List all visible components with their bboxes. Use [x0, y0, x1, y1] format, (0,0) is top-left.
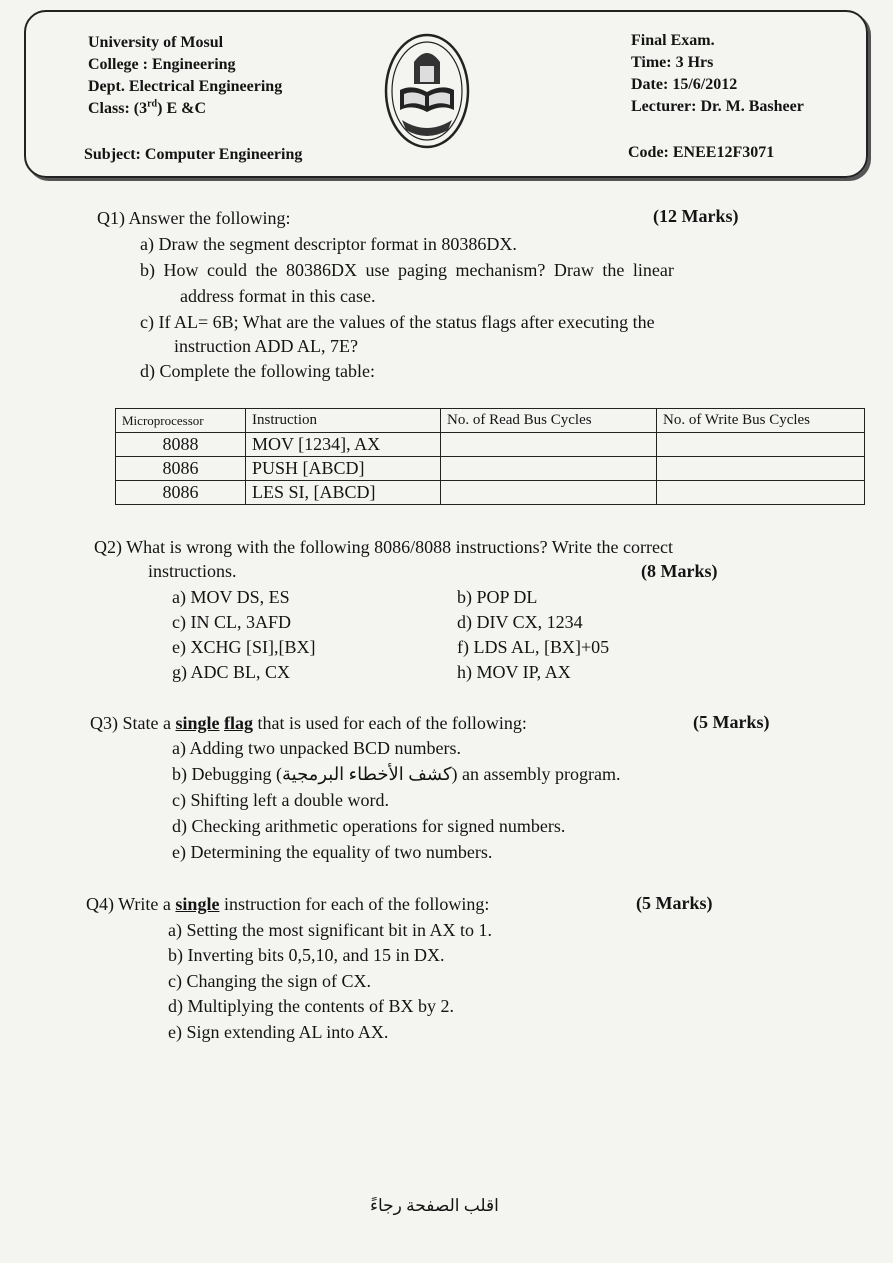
cell-cpu: 8086 — [116, 481, 246, 505]
exam-type: Final Exam. — [631, 32, 715, 49]
lecturer-name: Lecturer: Dr. M. Basheer — [631, 98, 804, 115]
q1-item-b: b) How could the 80386DX use paging mechanism? Draw the linear — [140, 260, 674, 280]
cell-read-cycles — [441, 457, 657, 481]
q4-item-a: a) Setting the most significant bit in AX to 1. — [168, 920, 492, 940]
cell-write-cycles — [657, 433, 865, 457]
department-name: Dept. Electrical Engineering — [88, 78, 283, 95]
q2-title-cont: instructions. — [148, 561, 237, 581]
subject-label: Subject: Computer Engineering — [84, 146, 303, 163]
q3-item-b: b) Debugging (كشف الأخطاء البرمجية) an assembly program. — [172, 764, 621, 784]
q2-item-f: f) LDS AL, [BX]+05 — [457, 637, 610, 657]
cell-cpu: 8086 — [116, 457, 246, 481]
q2-item-a: a) MOV DS, ES — [172, 587, 290, 607]
exam-date: Date: 15/6/2012 — [631, 76, 738, 93]
q3-marks: (5 Marks) — [693, 712, 770, 732]
exam-time: Time: 3 Hrs — [631, 54, 714, 71]
university-name: University of Mosul — [88, 34, 224, 51]
table-row — [116, 433, 865, 457]
course-code: Code: ENEE12F3071 — [628, 144, 775, 161]
col-header-microprocessor: Microprocessor — [116, 409, 246, 433]
q2-item-h: h) MOV IP, AX — [457, 662, 571, 682]
col-header-write-cycles: No. of Write Bus Cycles — [657, 409, 865, 433]
q3-item-a: a) Adding two unpacked BCD numbers. — [172, 738, 461, 758]
q4-item-c: c) Changing the sign of CX. — [168, 971, 371, 991]
q2-item-c: c) IN CL, 3AFD — [172, 612, 291, 632]
col-header-read-cycles: No. of Read Bus Cycles — [441, 409, 657, 433]
table-row — [116, 481, 865, 505]
q1-item-a: a) Draw the segment descriptor format in 80386DX. — [140, 234, 517, 254]
q1-title: Q1) Answer the following: — [97, 208, 291, 228]
class-label: Class: (3rd) E &C — [88, 98, 206, 117]
college-name: College : Engineering — [88, 56, 236, 73]
table-row — [116, 457, 865, 481]
q4-item-e: e) Sign extending AL into AX. — [168, 1022, 389, 1042]
cell-read-cycles — [441, 433, 657, 457]
cell-write-cycles — [657, 481, 865, 505]
q2-item-d: d) DIV CX, 1234 — [457, 612, 583, 632]
university-seal-icon — [384, 32, 470, 150]
q2-item-b: b) POP DL — [457, 587, 538, 607]
turn-page-note: اقلب الصفحة رجاءً — [370, 1196, 499, 1215]
q2-title: Q2) What is wrong with the following 8086/8088 instructions? Write the correct — [94, 537, 673, 557]
q4-item-b: b) Inverting bits 0,5,10, and 15 in DX. — [168, 945, 445, 965]
q2-item-e: e) XCHG [SI],[BX] — [172, 637, 316, 657]
q3-item-d: d) Checking arithmetic operations for signed numbers. — [172, 816, 566, 836]
q4-title: Q4) Write a single instruction for each of the following: — [86, 894, 490, 914]
cell-read-cycles — [441, 481, 657, 505]
bus-cycles-table — [115, 408, 865, 505]
col-header-instruction: Instruction — [246, 409, 441, 433]
q4-item-d: d) Multiplying the contents of BX by 2. — [168, 996, 454, 1016]
q1-marks: (12 Marks) — [653, 206, 739, 226]
cell-instruction: PUSH [ABCD] — [246, 457, 441, 481]
cell-cpu: 8088 — [116, 433, 246, 457]
q3-title: Q3) State a single flag that is used for each of the following: — [90, 713, 527, 733]
q1-item-b-cont: address format in this case. — [180, 286, 376, 306]
q3-item-c: c) Shifting left a double word. — [172, 790, 389, 810]
q1-item-d: d) Complete the following table: — [140, 361, 375, 381]
table-header-row — [116, 409, 865, 433]
q1-item-c: c) If AL= 6B; What are the values of the status flags after executing the — [140, 312, 655, 332]
q1-item-c-cont: instruction ADD AL, 7E? — [174, 336, 358, 356]
cell-instruction: MOV [1234], AX — [246, 433, 441, 457]
q3-item-e: e) Determining the equality of two numbers. — [172, 842, 493, 862]
q4-marks: (5 Marks) — [636, 893, 713, 913]
cell-write-cycles — [657, 457, 865, 481]
q2-item-g: g) ADC BL, CX — [172, 662, 291, 682]
q2-marks: (8 Marks) — [641, 561, 718, 581]
cell-instruction: LES SI, [ABCD] — [246, 481, 441, 505]
